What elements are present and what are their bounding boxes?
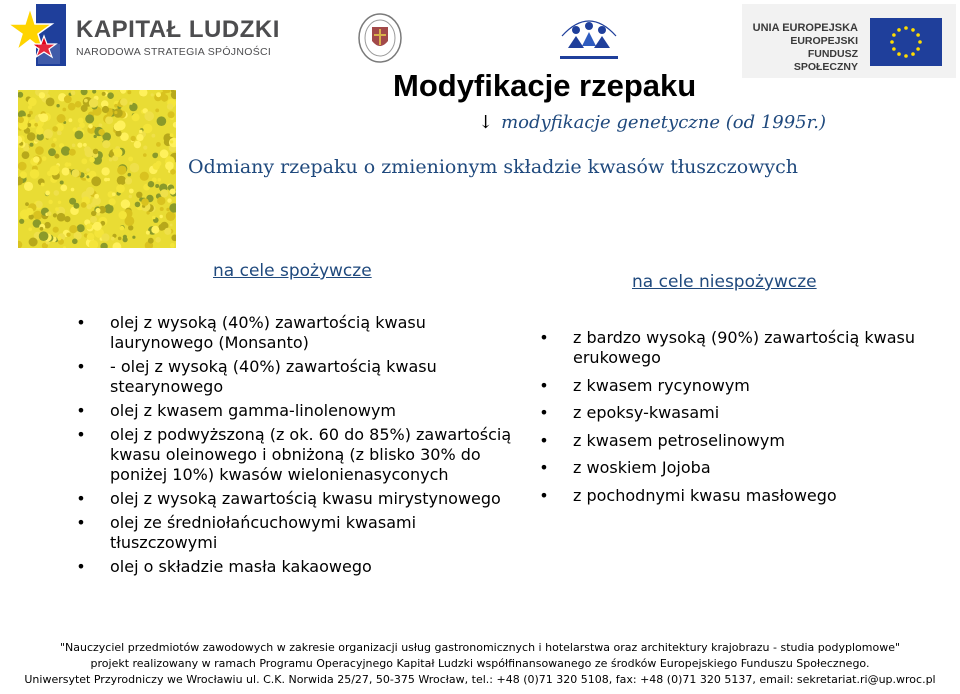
list-item bbox=[74, 425, 514, 485]
list-item bbox=[74, 557, 514, 577]
eu-line-3: FUNDUSZ SPOŁECZNY bbox=[793, 48, 858, 73]
rapeseed-flower bbox=[114, 148, 123, 157]
rapeseed-flower bbox=[116, 184, 125, 193]
rapeseed-flower bbox=[128, 225, 133, 230]
rapeseed-flower bbox=[69, 118, 73, 122]
list-item-text: olej z wysoką (40%) zawartością kwasu laurynowego (Monsanto) bbox=[110, 313, 426, 352]
rapeseed-flower bbox=[156, 142, 161, 147]
eu-star-icon bbox=[911, 52, 915, 56]
list-item-text: - olej z wysoką (40%) zawartością kwasu stearynowego bbox=[110, 357, 437, 396]
rapeseed-flower bbox=[152, 216, 156, 220]
rapeseed-flower bbox=[114, 123, 123, 132]
rapeseed-flower bbox=[53, 227, 59, 233]
rapeseed-flower bbox=[57, 236, 61, 240]
food-use-heading: na cele spożywcze bbox=[213, 261, 372, 281]
rapeseed-flower bbox=[157, 197, 165, 205]
slide-title: Modyfikacje rzepaku bbox=[393, 68, 697, 103]
rapeseed-flower bbox=[48, 200, 52, 204]
rapeseed-flower bbox=[98, 129, 104, 135]
rapeseed-flower bbox=[18, 162, 27, 171]
eu-star-icon bbox=[897, 52, 901, 56]
rapeseed-flower bbox=[167, 103, 173, 109]
rapeseed-flower bbox=[134, 141, 141, 148]
eu-star-icon bbox=[892, 33, 896, 37]
rapeseed-flower bbox=[56, 104, 59, 107]
rapeseed-flower bbox=[61, 146, 70, 155]
rapeseed-flower bbox=[120, 226, 125, 231]
bullet-icon: • bbox=[76, 357, 86, 376]
rapeseed-flower bbox=[170, 133, 174, 137]
eu-star-icon bbox=[916, 47, 920, 51]
rapeseed-flower bbox=[77, 224, 85, 232]
rapeseed-flower bbox=[136, 134, 143, 141]
rapeseed-flower bbox=[160, 207, 164, 211]
eu-star-icon bbox=[916, 33, 920, 37]
rapeseed-flower bbox=[73, 203, 79, 209]
rapeseed-flower bbox=[94, 194, 99, 199]
rapeseed-flower bbox=[171, 235, 176, 242]
list-item bbox=[537, 376, 937, 396]
rapeseed-flower bbox=[82, 107, 87, 112]
rapeseed-flower bbox=[165, 162, 174, 171]
rapeseed-flower bbox=[69, 225, 77, 233]
non-food-use-list bbox=[537, 328, 937, 513]
list-item bbox=[537, 431, 937, 451]
rapeseed-flower bbox=[135, 202, 141, 208]
rapeseed-flower bbox=[167, 198, 171, 202]
rapeseed-flower bbox=[85, 114, 94, 123]
list-item-text: olej o składzie masła kakaowego bbox=[110, 557, 372, 576]
rapeseed-flower bbox=[27, 132, 36, 141]
rapeseed-flower bbox=[93, 222, 102, 231]
rapeseed-flower bbox=[20, 171, 27, 178]
rapeseed-flower bbox=[19, 219, 24, 224]
non-food-use-heading: na cele niespożywcze bbox=[632, 272, 817, 292]
rapeseed-flower bbox=[129, 101, 132, 104]
bullet-icon: • bbox=[76, 557, 86, 576]
rapeseed-flower bbox=[44, 222, 51, 229]
rapeseed-flower bbox=[36, 201, 43, 208]
list-item bbox=[74, 313, 514, 353]
rapeseed-flower bbox=[164, 228, 171, 235]
list-item bbox=[537, 458, 937, 478]
rapeseed-flower bbox=[29, 238, 38, 247]
rapeseed-flower bbox=[54, 190, 60, 196]
eu-line-2: EUROPEJSKI bbox=[790, 35, 858, 47]
rapeseed-flower bbox=[72, 169, 80, 177]
rapeseed-flower bbox=[91, 176, 101, 186]
bullet-icon: • bbox=[539, 458, 549, 477]
list-item-text: z kwasem rycynowym bbox=[573, 375, 750, 395]
rapeseed-flower bbox=[26, 208, 34, 216]
rapeseed-flower bbox=[139, 130, 143, 134]
rapeseed-flower bbox=[81, 90, 88, 95]
list-item bbox=[537, 486, 937, 506]
footer bbox=[0, 640, 960, 688]
rapeseed-flower bbox=[128, 173, 132, 177]
rapeseed-flower bbox=[101, 167, 109, 175]
rapeseed-flower bbox=[157, 116, 167, 126]
rapeseed-flower bbox=[57, 131, 62, 136]
rapeseed-flower bbox=[148, 238, 154, 244]
list-item-text: olej z wysoką zawartością kwasu mirystynowego bbox=[110, 489, 501, 508]
rapeseed-flower bbox=[128, 157, 133, 162]
rapeseed-flower bbox=[40, 227, 44, 231]
rapeseed-flower bbox=[64, 95, 72, 103]
rapeseed-flower bbox=[143, 146, 147, 150]
rapeseed-flower bbox=[170, 169, 176, 175]
footer-project-name: "Nauczyciel przedmiotów zawodowych w zakresie organizacji usług gastronomicznych i hotelarstwa oraz architektury krajobrazu - studia podyplomowe" bbox=[59, 641, 901, 654]
rapeseed-flower bbox=[120, 98, 128, 106]
rapeseed-flower bbox=[168, 111, 175, 118]
rapeseed-flower bbox=[140, 172, 149, 181]
rapeseed-flower bbox=[99, 123, 103, 127]
rapeseed-flower bbox=[173, 122, 176, 128]
rapeseed-flower bbox=[123, 237, 128, 242]
slide-subtitle bbox=[478, 112, 826, 133]
rapeseed-flowers-image bbox=[18, 90, 176, 248]
rapeseed-flower bbox=[144, 111, 154, 121]
rapeseed-flower bbox=[47, 211, 52, 216]
rapeseed-flower bbox=[39, 92, 45, 98]
rapeseed-flower bbox=[170, 243, 175, 248]
section-heading: Odmiany rzepaku o zmienionym składzie kwasów tłuszczowych bbox=[188, 156, 799, 178]
rapeseed-flower bbox=[41, 183, 45, 187]
rapeseed-flower bbox=[132, 236, 135, 239]
rapeseed-flower bbox=[62, 168, 70, 176]
rapeseed-flower bbox=[50, 166, 60, 176]
rapeseed-flower bbox=[78, 118, 84, 124]
rapeseed-flower bbox=[86, 187, 94, 195]
rapeseed-flower bbox=[129, 195, 132, 198]
bullet-icon: • bbox=[539, 328, 549, 347]
rapeseed-flower bbox=[72, 144, 76, 148]
rapeseed-flower bbox=[160, 189, 168, 197]
rapeseed-flower bbox=[58, 201, 61, 204]
list-item bbox=[74, 513, 514, 553]
rapeseed-flower bbox=[89, 157, 95, 163]
rapeseed-flower bbox=[30, 169, 40, 179]
rapeseed-flower bbox=[105, 116, 113, 124]
list-item-text: olej z podwyższoną (z ok. 60 do 85%) zawartością kwasu oleinowego i obniżoną (z blisko 30% do poniżej 10%) kwasów wielonienasyconych bbox=[110, 425, 512, 484]
rapeseed-flower bbox=[121, 199, 130, 208]
rapeseed-flower bbox=[113, 242, 122, 248]
rapeseed-flower bbox=[107, 178, 110, 181]
rapeseed-flower bbox=[114, 104, 118, 108]
list-item bbox=[74, 357, 514, 397]
rapeseed-flower bbox=[102, 106, 109, 113]
rapeseed-flower bbox=[166, 211, 176, 221]
rapeseed-flower bbox=[102, 92, 106, 96]
bullet-icon: • bbox=[76, 313, 86, 332]
rapeseed-flower bbox=[91, 202, 96, 207]
bullet-icon: • bbox=[539, 403, 549, 422]
rapeseed-flower bbox=[92, 90, 96, 94]
food-use-list bbox=[74, 313, 514, 581]
rapeseed-flower bbox=[127, 90, 131, 94]
rapeseed-flower bbox=[18, 92, 23, 98]
down-arrow-icon: ↓ bbox=[478, 112, 494, 133]
rapeseed-flower bbox=[27, 114, 31, 118]
rapeseed-flower bbox=[35, 146, 44, 155]
university-people-icon bbox=[552, 8, 626, 68]
rapeseed-flower bbox=[71, 188, 75, 192]
rapeseed-flower bbox=[27, 123, 31, 127]
rapeseed-flower bbox=[169, 203, 176, 212]
rapeseed-flower bbox=[24, 182, 33, 191]
rapeseed-flower bbox=[25, 202, 29, 206]
eu-star-icon bbox=[911, 28, 915, 32]
rapeseed-flower bbox=[155, 109, 159, 113]
rapeseed-flower bbox=[84, 99, 88, 103]
rapeseed-flower bbox=[75, 101, 82, 108]
rapeseed-flower bbox=[153, 163, 160, 170]
rapeseed-flower bbox=[115, 130, 121, 136]
rapeseed-flower bbox=[57, 213, 66, 222]
kapital-ludzki-logo bbox=[4, 4, 280, 68]
eu-star-icon bbox=[890, 40, 894, 44]
rapeseed-flower bbox=[130, 163, 140, 173]
rapeseed-flower bbox=[119, 166, 126, 173]
rapeseed-flower bbox=[94, 135, 97, 138]
eu-star-icon bbox=[904, 26, 908, 30]
rapeseed-flower bbox=[158, 178, 162, 182]
rapeseed-flower bbox=[62, 108, 66, 112]
rapeseed-flower bbox=[131, 136, 136, 141]
rapeseed-flower bbox=[96, 208, 101, 213]
rapeseed-flower bbox=[155, 237, 161, 243]
rapeseed-flower bbox=[143, 153, 147, 157]
rapeseed-flower bbox=[154, 153, 158, 157]
rapeseed-flower bbox=[22, 151, 30, 159]
list-item-text: z bardzo wysoką (90%) zawartością kwasu erukowego bbox=[573, 328, 915, 367]
rapeseed-flower bbox=[68, 103, 76, 111]
rapeseed-flower bbox=[42, 156, 47, 161]
bullet-icon: • bbox=[76, 425, 86, 444]
rapeseed-flower bbox=[170, 224, 173, 227]
rapeseed-flower bbox=[60, 185, 67, 192]
eu-star-icon bbox=[904, 54, 908, 58]
eu-line-1: UNIA EUROPEJSKA bbox=[752, 22, 858, 34]
list-item-text: z kwasem petroselinowym bbox=[573, 430, 785, 450]
kapital-ludzki-subtitle: NARODOWA STRATEGIA SPÓJNOŚCI bbox=[76, 46, 272, 58]
list-item bbox=[537, 403, 937, 423]
list-item bbox=[74, 401, 514, 421]
rapeseed-flower bbox=[161, 94, 168, 101]
rapeseed-flower bbox=[33, 156, 40, 163]
footer-address: Uniwersytet Przyrodniczy we Wrocławiu ul. C.K. Norwida 25/27, 50-375 Wrocław, tel.: +48 (0)71 320 5108, fax: +48 (0)71 320 5137, email: sekretariat.ri@up.wroc.pl bbox=[24, 673, 936, 686]
bullet-icon: • bbox=[76, 489, 86, 508]
bullet-icon: • bbox=[539, 430, 549, 450]
rapeseed-flower bbox=[101, 233, 109, 241]
rapeseed-flower bbox=[170, 189, 176, 195]
rapeseed-flower bbox=[71, 91, 76, 96]
rapeseed-flower bbox=[129, 189, 134, 194]
rapeseed-flower bbox=[46, 98, 55, 107]
list-item-text: olej z kwasem gamma-linolenowym bbox=[110, 401, 396, 420]
rapeseed-flower bbox=[155, 184, 159, 188]
rapeseed-flower bbox=[81, 158, 87, 164]
rapeseed-flower bbox=[119, 211, 127, 219]
rapeseed-flower bbox=[88, 124, 93, 129]
bullet-icon: • bbox=[76, 513, 86, 532]
rapeseed-flower bbox=[111, 237, 115, 241]
rapeseed-flower bbox=[72, 239, 78, 245]
rapeseed-flower bbox=[53, 138, 57, 142]
rapeseed-flower bbox=[54, 154, 59, 159]
list-item-text: z pochodnymi kwasu masłowego bbox=[573, 485, 837, 505]
rapeseed-flower bbox=[139, 90, 147, 97]
university-seal-icon bbox=[357, 11, 403, 65]
rapeseed-flower bbox=[141, 198, 149, 206]
rapeseed-flower bbox=[136, 192, 142, 198]
rapeseed-flower bbox=[117, 176, 126, 185]
rapeseed-flower bbox=[83, 143, 87, 147]
rapeseed-flower bbox=[53, 213, 57, 217]
list-item-text: olej ze średniołańcuchowymi kwasami tłuszczowymi bbox=[110, 513, 417, 552]
eu-logo bbox=[742, 4, 956, 78]
eu-star-icon bbox=[897, 28, 901, 32]
eu-logo-text bbox=[742, 22, 858, 74]
footer-funding-note: projekt realizowany w ramach Programu Operacyjnego Kapitał Ludzki współfinansowanego ze środków Europejskiego Funduszu Społecznego. bbox=[90, 657, 870, 670]
rapeseed-flower bbox=[120, 90, 126, 94]
rapeseed-flower bbox=[158, 224, 165, 231]
rapeseed-flower bbox=[85, 149, 94, 158]
rapeseed-flower bbox=[86, 168, 90, 172]
rapeseed-flower bbox=[151, 93, 154, 96]
rapeseed-flower bbox=[30, 143, 34, 147]
rapeseed-flower bbox=[118, 237, 122, 241]
rapeseed-flower bbox=[39, 113, 48, 122]
list-item bbox=[537, 328, 937, 368]
rapeseed-flower bbox=[170, 140, 173, 143]
rapeseed-flower bbox=[55, 207, 59, 211]
rapeseed-flower bbox=[52, 126, 58, 132]
rapeseed-flower bbox=[69, 149, 76, 156]
rapeseed-flower bbox=[68, 163, 72, 167]
rapeseed-flower bbox=[143, 124, 153, 134]
rapeseed-flower bbox=[112, 192, 116, 196]
rapeseed-flower bbox=[75, 131, 84, 140]
rapeseed-flower bbox=[91, 211, 96, 216]
rapeseed-flower bbox=[60, 181, 64, 185]
rapeseed-flower bbox=[63, 246, 66, 248]
rapeseed-flower bbox=[87, 233, 95, 241]
rapeseed-flower bbox=[156, 92, 161, 97]
rapeseed-photo bbox=[18, 90, 176, 248]
rapeseed-flower bbox=[77, 143, 82, 148]
rapeseed-flower bbox=[151, 226, 159, 234]
eu-star-icon bbox=[918, 40, 922, 44]
rapeseed-flower bbox=[109, 198, 116, 205]
rapeseed-flower bbox=[43, 129, 53, 139]
rapeseed-flower bbox=[109, 158, 113, 162]
rapeseed-flower bbox=[81, 202, 87, 208]
rapeseed-flower bbox=[93, 149, 99, 155]
eu-flag-icon bbox=[870, 18, 942, 66]
rapeseed-flower bbox=[18, 241, 22, 248]
bullet-icon: • bbox=[76, 401, 86, 420]
list-item bbox=[74, 489, 514, 509]
rapeseed-flower bbox=[160, 149, 169, 158]
rapeseed-flower bbox=[39, 231, 49, 241]
rapeseed-flower bbox=[125, 177, 132, 184]
rapeseed-flower bbox=[148, 181, 154, 187]
rapeseed-flower bbox=[100, 243, 107, 248]
rapeseed-flower bbox=[132, 113, 140, 121]
rapeseed-flower bbox=[107, 92, 114, 99]
bullet-icon: • bbox=[539, 485, 549, 505]
rapeseed-flower bbox=[89, 98, 98, 107]
rapeseed-flower bbox=[86, 224, 92, 230]
list-item-text: z epoksy-kwasami bbox=[573, 403, 720, 422]
rapeseed-flower bbox=[160, 215, 163, 218]
rapeseed-flower bbox=[34, 123, 38, 127]
rapeseed-flower bbox=[146, 231, 150, 235]
rapeseed-flower bbox=[45, 191, 50, 196]
rapeseed-flower bbox=[114, 111, 117, 114]
rapeseed-flower bbox=[102, 140, 110, 148]
rapeseed-flower bbox=[51, 143, 55, 147]
subtitle-text: modyfikacje genetyczne (od 1995r.) bbox=[501, 112, 827, 133]
rapeseed-flower bbox=[146, 211, 149, 214]
rapeseed-flower bbox=[28, 97, 37, 106]
rapeseed-flower bbox=[28, 227, 32, 231]
rapeseed-flower bbox=[66, 233, 70, 237]
kapital-ludzki-star-icon bbox=[6, 4, 70, 68]
kapital-ludzki-title: KAPITAŁ LUDZKI bbox=[76, 16, 280, 43]
rapeseed-flower bbox=[36, 127, 44, 135]
rapeseed-flower bbox=[152, 134, 156, 138]
bullet-icon: • bbox=[539, 375, 549, 395]
rapeseed-flower bbox=[57, 114, 66, 123]
list-item-text: z woskiem Jojoba bbox=[573, 458, 711, 477]
eu-star-icon bbox=[892, 47, 896, 51]
